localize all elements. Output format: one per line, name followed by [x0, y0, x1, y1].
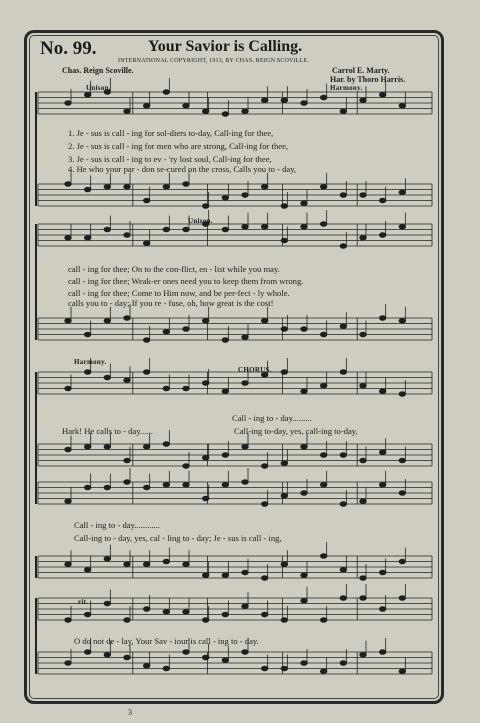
notehead	[222, 658, 228, 663]
verse-4-line-1: 4. He who your par - don se-cured on the cross, Calls you to - day,	[68, 164, 297, 174]
notehead	[301, 201, 307, 206]
notehead	[163, 227, 169, 232]
notehead	[301, 224, 307, 229]
notehead	[340, 596, 346, 601]
chorus-top-line: Call - ing to - day.........	[232, 413, 312, 423]
notehead	[202, 618, 208, 623]
notehead	[124, 316, 130, 321]
notehead	[399, 669, 405, 674]
notehead	[163, 666, 169, 671]
notehead	[261, 576, 267, 581]
notehead	[379, 607, 385, 612]
notehead	[124, 378, 130, 383]
notehead	[360, 98, 366, 103]
notehead	[301, 661, 307, 666]
notehead	[104, 601, 110, 606]
notehead	[399, 318, 405, 323]
notehead	[261, 224, 267, 229]
notehead	[143, 198, 149, 203]
notehead	[65, 562, 71, 567]
notehead	[281, 204, 287, 209]
notehead	[379, 570, 385, 575]
notehead	[399, 458, 405, 463]
notehead	[183, 103, 189, 108]
notehead	[301, 101, 307, 106]
notehead	[340, 244, 346, 249]
notehead	[399, 559, 405, 564]
verse-1-line-1: 1. Je - sus is call - ing for sol-diers to-day, Call-ing for thee,	[68, 128, 274, 138]
notehead	[163, 482, 169, 487]
notehead	[242, 335, 248, 340]
chorus-final-line: O do not de - lay, Your Sav - iour is call - ing to - day.	[74, 636, 259, 646]
notehead	[124, 655, 130, 660]
notehead	[104, 375, 110, 380]
notehead	[163, 609, 169, 614]
notehead	[163, 329, 169, 334]
notehead	[320, 618, 326, 623]
hymn-number: No. 99.	[40, 38, 97, 59]
notehead	[183, 227, 189, 232]
marker-harmony-2: Harmony.	[74, 358, 107, 366]
notehead	[399, 596, 405, 601]
notehead	[202, 381, 208, 386]
notehead	[124, 480, 130, 485]
notehead	[379, 389, 385, 394]
notehead	[281, 98, 287, 103]
notehead	[261, 612, 267, 617]
marker-harmony: Harmony.	[330, 84, 363, 92]
notehead	[320, 332, 326, 337]
notehead	[143, 562, 149, 567]
notehead	[183, 386, 189, 391]
notehead	[124, 184, 130, 189]
verse-3-line-2: call - ing for thee; Come to Him now, and be per-fect - ly whole.	[68, 288, 290, 298]
notehead	[202, 109, 208, 114]
page-mark: 3	[128, 708, 132, 717]
notehead	[143, 485, 149, 490]
notehead	[104, 444, 110, 449]
notehead	[84, 370, 90, 375]
notehead	[143, 663, 149, 668]
chorus-line-2-bottom: Call-ing to - day, yes, cal - ling to - day; Je - sus is call - ing,	[74, 533, 282, 543]
notehead	[399, 224, 405, 229]
notehead	[242, 381, 248, 386]
notehead	[124, 618, 130, 623]
notehead	[222, 112, 228, 117]
chorus-line-2-top: Call - ing to - day............	[74, 520, 161, 530]
notehead	[163, 90, 169, 95]
notehead	[84, 444, 90, 449]
notehead	[183, 562, 189, 567]
notehead	[143, 607, 149, 612]
notehead	[84, 485, 90, 490]
notehead	[222, 227, 228, 232]
copyright-notice: INTERNATIONAL COPYRIGHT, 1913, BY CHAS. REIGN SCOVILLE.	[118, 58, 310, 64]
notehead	[301, 598, 307, 603]
notehead	[242, 224, 248, 229]
notehead	[143, 103, 149, 108]
notehead	[65, 661, 71, 666]
notehead	[242, 109, 248, 114]
notehead	[301, 327, 307, 332]
notehead	[320, 95, 326, 100]
notehead	[202, 655, 208, 660]
notehead	[301, 389, 307, 394]
notehead	[124, 109, 130, 114]
notehead	[222, 573, 228, 578]
notehead	[143, 338, 149, 343]
notehead	[340, 370, 346, 375]
notehead	[340, 193, 346, 198]
notehead	[340, 502, 346, 507]
notehead	[360, 193, 366, 198]
verse-3-line-1: 3. Je - sus is call - ing to ev - 'ry lost soul, Call-ing for thee,	[68, 154, 272, 164]
notehead	[340, 109, 346, 114]
notehead	[183, 327, 189, 332]
notehead	[379, 450, 385, 455]
notehead	[242, 480, 248, 485]
marker-unison-2: Unison.	[188, 217, 213, 225]
notehead	[340, 661, 346, 666]
notehead	[242, 650, 248, 655]
notehead	[261, 666, 267, 671]
notehead	[261, 318, 267, 323]
notehead	[104, 184, 110, 189]
notehead	[242, 570, 248, 575]
marker-unison: Unison.	[86, 84, 111, 92]
notehead	[281, 370, 287, 375]
notehead	[320, 453, 326, 458]
notehead	[65, 318, 71, 323]
notehead	[183, 182, 189, 187]
notehead	[222, 482, 228, 487]
verse-2-line-2: call - ing for thee; Weak-er ones need you to keep them from wrong.	[68, 276, 304, 286]
notehead	[222, 453, 228, 458]
notehead	[301, 573, 307, 578]
hymn-title: Your Savior is Calling.	[148, 38, 303, 55]
notehead	[104, 227, 110, 232]
notehead	[242, 604, 248, 609]
notehead	[261, 502, 267, 507]
notehead	[261, 464, 267, 469]
notehead	[320, 669, 326, 674]
notehead	[399, 103, 405, 108]
notehead	[163, 559, 169, 564]
notehead	[65, 618, 71, 623]
notehead	[65, 101, 71, 106]
notehead	[399, 392, 405, 397]
notehead	[202, 455, 208, 460]
notehead	[143, 241, 149, 246]
notehead	[261, 98, 267, 103]
notehead	[360, 576, 366, 581]
notehead	[320, 554, 326, 559]
notehead	[183, 609, 189, 614]
notehead	[84, 650, 90, 655]
marker-rit: rit.	[78, 598, 89, 606]
notehead	[301, 444, 307, 449]
notehead	[281, 618, 287, 623]
verse-1-line-2: call - ing for thee; On to the con-flict, en - list while you may.	[68, 264, 280, 274]
notehead	[379, 233, 385, 238]
notehead	[360, 458, 366, 463]
chorus-left-line: Hark! He calls to - day......	[62, 426, 153, 436]
notehead	[104, 652, 110, 657]
notehead	[320, 383, 326, 388]
notehead	[360, 652, 366, 657]
notehead	[281, 666, 287, 671]
notehead	[222, 389, 228, 394]
notehead	[183, 464, 189, 469]
music-credit: Carrol E. Marty.	[332, 66, 390, 75]
notehead	[379, 92, 385, 97]
notehead	[65, 182, 71, 187]
notehead	[143, 370, 149, 375]
notehead	[242, 193, 248, 198]
notehead	[261, 184, 267, 189]
notehead	[104, 485, 110, 490]
notehead	[84, 612, 90, 617]
notehead	[163, 184, 169, 189]
notehead	[183, 482, 189, 487]
notehead	[281, 461, 287, 466]
notehead	[360, 499, 366, 504]
notehead	[320, 184, 326, 189]
notehead	[202, 496, 208, 501]
notehead	[163, 442, 169, 447]
verse-2-line-1: 2. Je - sus is call - ing for men who are strong, Call-ing for thee,	[68, 141, 289, 151]
notehead	[360, 383, 366, 388]
notehead	[124, 458, 130, 463]
notehead	[222, 612, 228, 617]
notehead	[320, 482, 326, 487]
notehead	[124, 233, 130, 238]
notehead	[360, 235, 366, 240]
notehead	[222, 195, 228, 200]
notehead	[281, 238, 287, 243]
harmony-credit: Har. by Thoro Harris.	[330, 75, 406, 84]
notehead	[84, 235, 90, 240]
notehead	[360, 332, 366, 337]
notehead	[379, 198, 385, 203]
notehead	[242, 444, 248, 449]
notehead	[65, 447, 71, 452]
notehead	[340, 324, 346, 329]
notehead	[340, 453, 346, 458]
notehead	[379, 482, 385, 487]
notehead	[65, 386, 71, 391]
notehead	[320, 222, 326, 227]
notehead	[202, 573, 208, 578]
notehead	[104, 318, 110, 323]
notehead	[399, 491, 405, 496]
notehead	[84, 92, 90, 97]
notehead	[65, 499, 71, 504]
notehead	[84, 332, 90, 337]
notehead	[301, 491, 307, 496]
marker-chorus: CHORUS.	[238, 366, 272, 374]
notehead	[124, 562, 130, 567]
notehead	[202, 204, 208, 209]
notehead	[340, 567, 346, 572]
notehead	[163, 386, 169, 391]
notehead	[281, 327, 287, 332]
notehead	[379, 650, 385, 655]
notehead	[202, 318, 208, 323]
notehead	[183, 650, 189, 655]
notehead	[84, 567, 90, 572]
verse-4-line-2: calls you to - day; If you re - fuse, oh, how great is the cost!	[68, 298, 274, 308]
notehead	[399, 190, 405, 195]
chorus-right-line: Call-ing to-day, yes, call-ing to-day,	[234, 426, 358, 436]
words-credit: Chas. Reign Scoville.	[62, 66, 134, 75]
notehead	[222, 338, 228, 343]
notehead	[104, 556, 110, 561]
notehead	[281, 493, 287, 498]
notehead	[281, 562, 287, 567]
notehead	[65, 235, 71, 240]
notehead	[84, 187, 90, 192]
notehead	[379, 316, 385, 321]
notehead	[143, 444, 149, 449]
notehead	[360, 596, 366, 601]
